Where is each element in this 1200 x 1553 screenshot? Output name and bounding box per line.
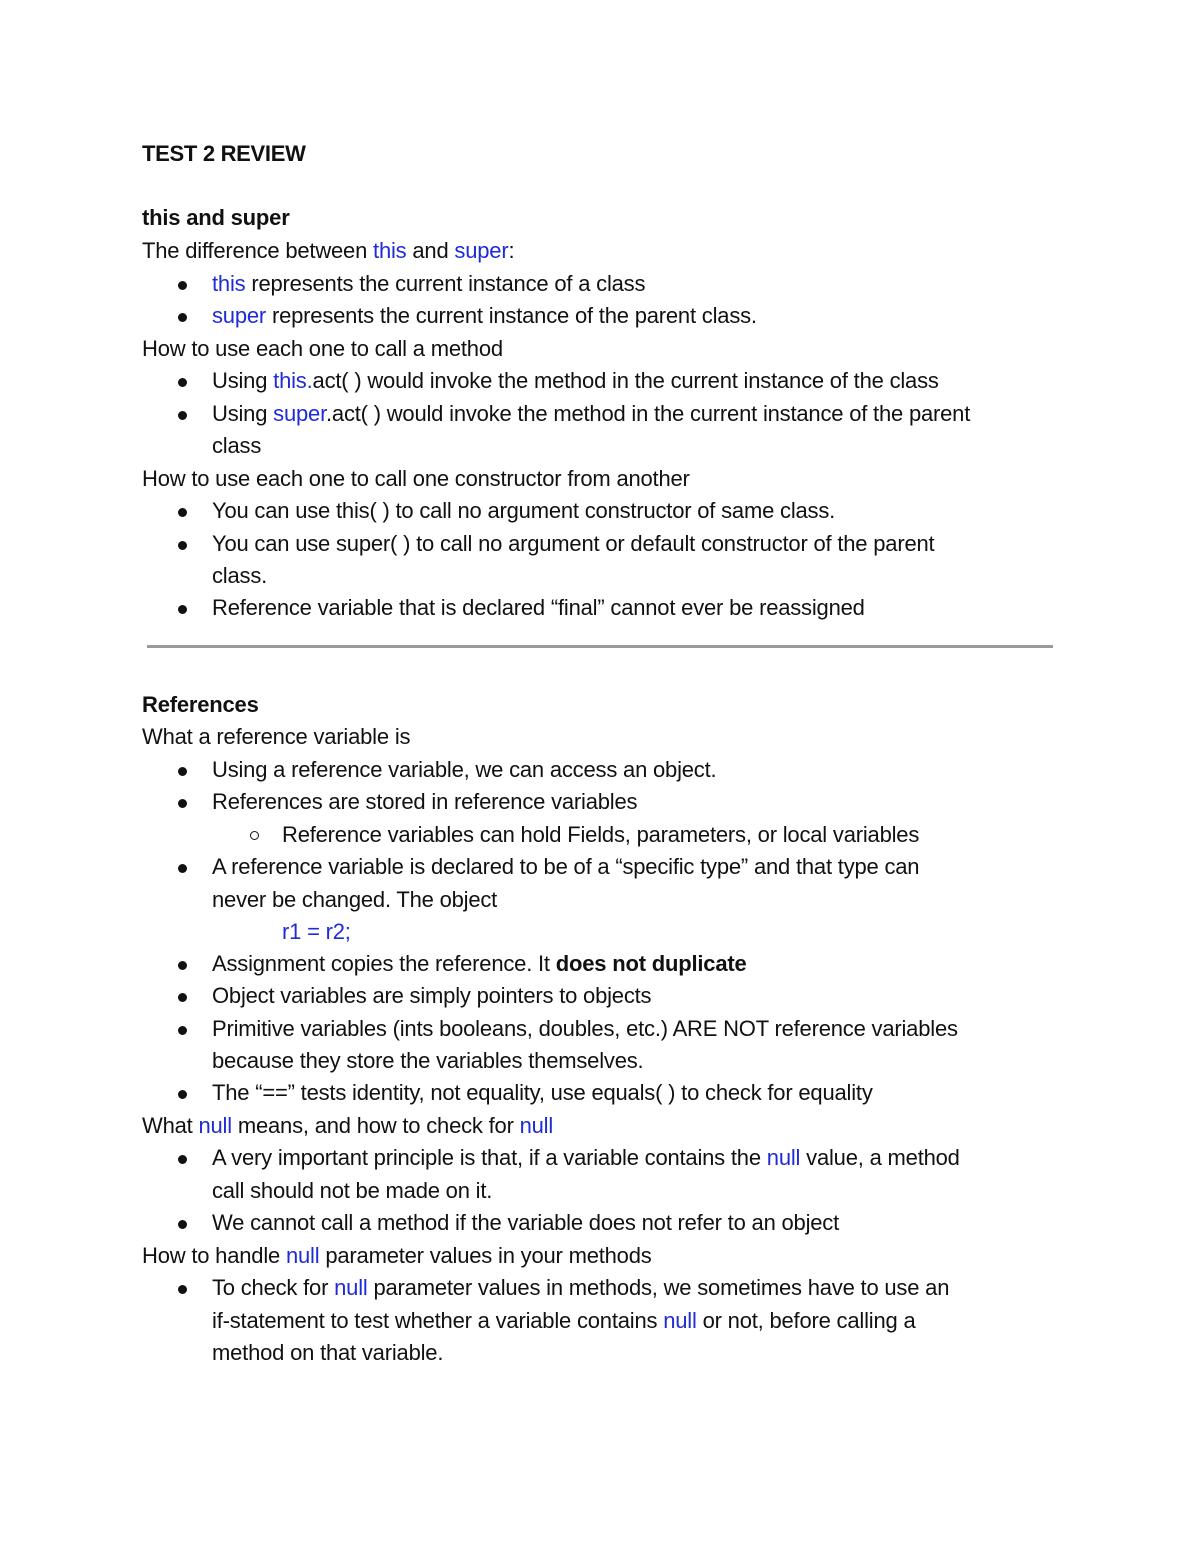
hollow-bullet-icon [250,831,259,840]
list-item: super represents the current instance of the parent class. [212,300,757,332]
list-item-continuation: because they store the variables themselves. [212,1048,644,1073]
list-item: To check for null parameter values in methods, we sometimes have to use an [212,1272,949,1304]
code-snippet: r1 = r2; [282,919,351,944]
bullet-icon [178,281,187,290]
bullet-icon [178,1155,187,1164]
list-item: this represents the current instance of a class [212,268,645,300]
list-item-continuation: if-statement to test whether a variable contains null or not, before calling a [212,1308,916,1333]
bullet-icon [178,508,187,517]
sub-list-item: Reference variables can hold Fields, parameters, or local variables [282,819,919,851]
bullet-icon [178,1026,187,1035]
handle-null-intro: How to handle null parameter values in your methods [142,1243,652,1268]
list-item-continuation: call should not be made on it. [212,1178,493,1203]
bullet-icon [178,799,187,808]
constructor-intro: How to use each one to call one constructor from another [142,466,690,491]
bullet-icon [178,961,187,970]
section-heading-references: References [142,692,259,717]
bullet-icon [178,605,187,614]
list-item: The “==” tests identity, not equality, use equals( ) to check for equality [212,1077,873,1109]
list-item-continuation: class. [212,563,268,588]
bullet-icon [178,411,187,420]
list-item: Object variables are simply pointers to objects [212,980,651,1012]
list-item: Primitive variables (ints booleans, doubles, etc.) ARE NOT reference variables [212,1013,958,1045]
list-item: References are stored in reference variables [212,786,637,818]
list-item: A very important principle is that, if a variable contains the null value, a method [212,1142,960,1174]
bullet-icon [178,313,187,322]
section-heading-this-super: this and super [142,205,290,230]
intro-line: The difference between this and super: [142,238,515,263]
keyword-super: super [454,238,509,263]
keyword-this: this [373,238,407,263]
list-item: A reference variable is declared to be of a “specific type” and that type can [212,851,919,883]
list-item-continuation: never be changed. The object [212,887,498,912]
bullet-icon [178,864,187,873]
bullet-icon [178,378,187,387]
references-intro: What a reference variable is [142,724,411,749]
bullet-icon [178,767,187,776]
list-item: Using a reference variable, we can access an object. [212,754,716,786]
bullet-icon [178,541,187,550]
list-item: You can use this( ) to call no argument constructor of same class. [212,495,835,527]
bullet-icon [178,1090,187,1099]
list-item: You can use super( ) to call no argument or default constructor of the parent [212,528,934,560]
document-title: TEST 2 REVIEW [142,141,306,166]
bullet-icon [178,1285,187,1294]
list-item: Using super.act( ) would invoke the method in the current instance of the parent [212,398,970,430]
horizontal-divider [147,645,1053,648]
list-item: Using this.act( ) would invoke the method in the current instance of the class [212,365,939,397]
list-item: We cannot call a method if the variable does not refer to an object [212,1207,839,1239]
list-item-continuation: class [212,433,262,458]
list-item: Reference variable that is declared “final” cannot ever be reassigned [212,592,865,624]
bullet-icon [178,1220,187,1229]
list-item: Assignment copies the reference. It does not duplicate [212,948,747,980]
bullet-icon [178,993,187,1002]
method-intro: How to use each one to call a method [142,336,503,361]
null-intro: What null means, and how to check for null [142,1113,554,1138]
list-item-continuation: method on that variable. [212,1340,444,1365]
